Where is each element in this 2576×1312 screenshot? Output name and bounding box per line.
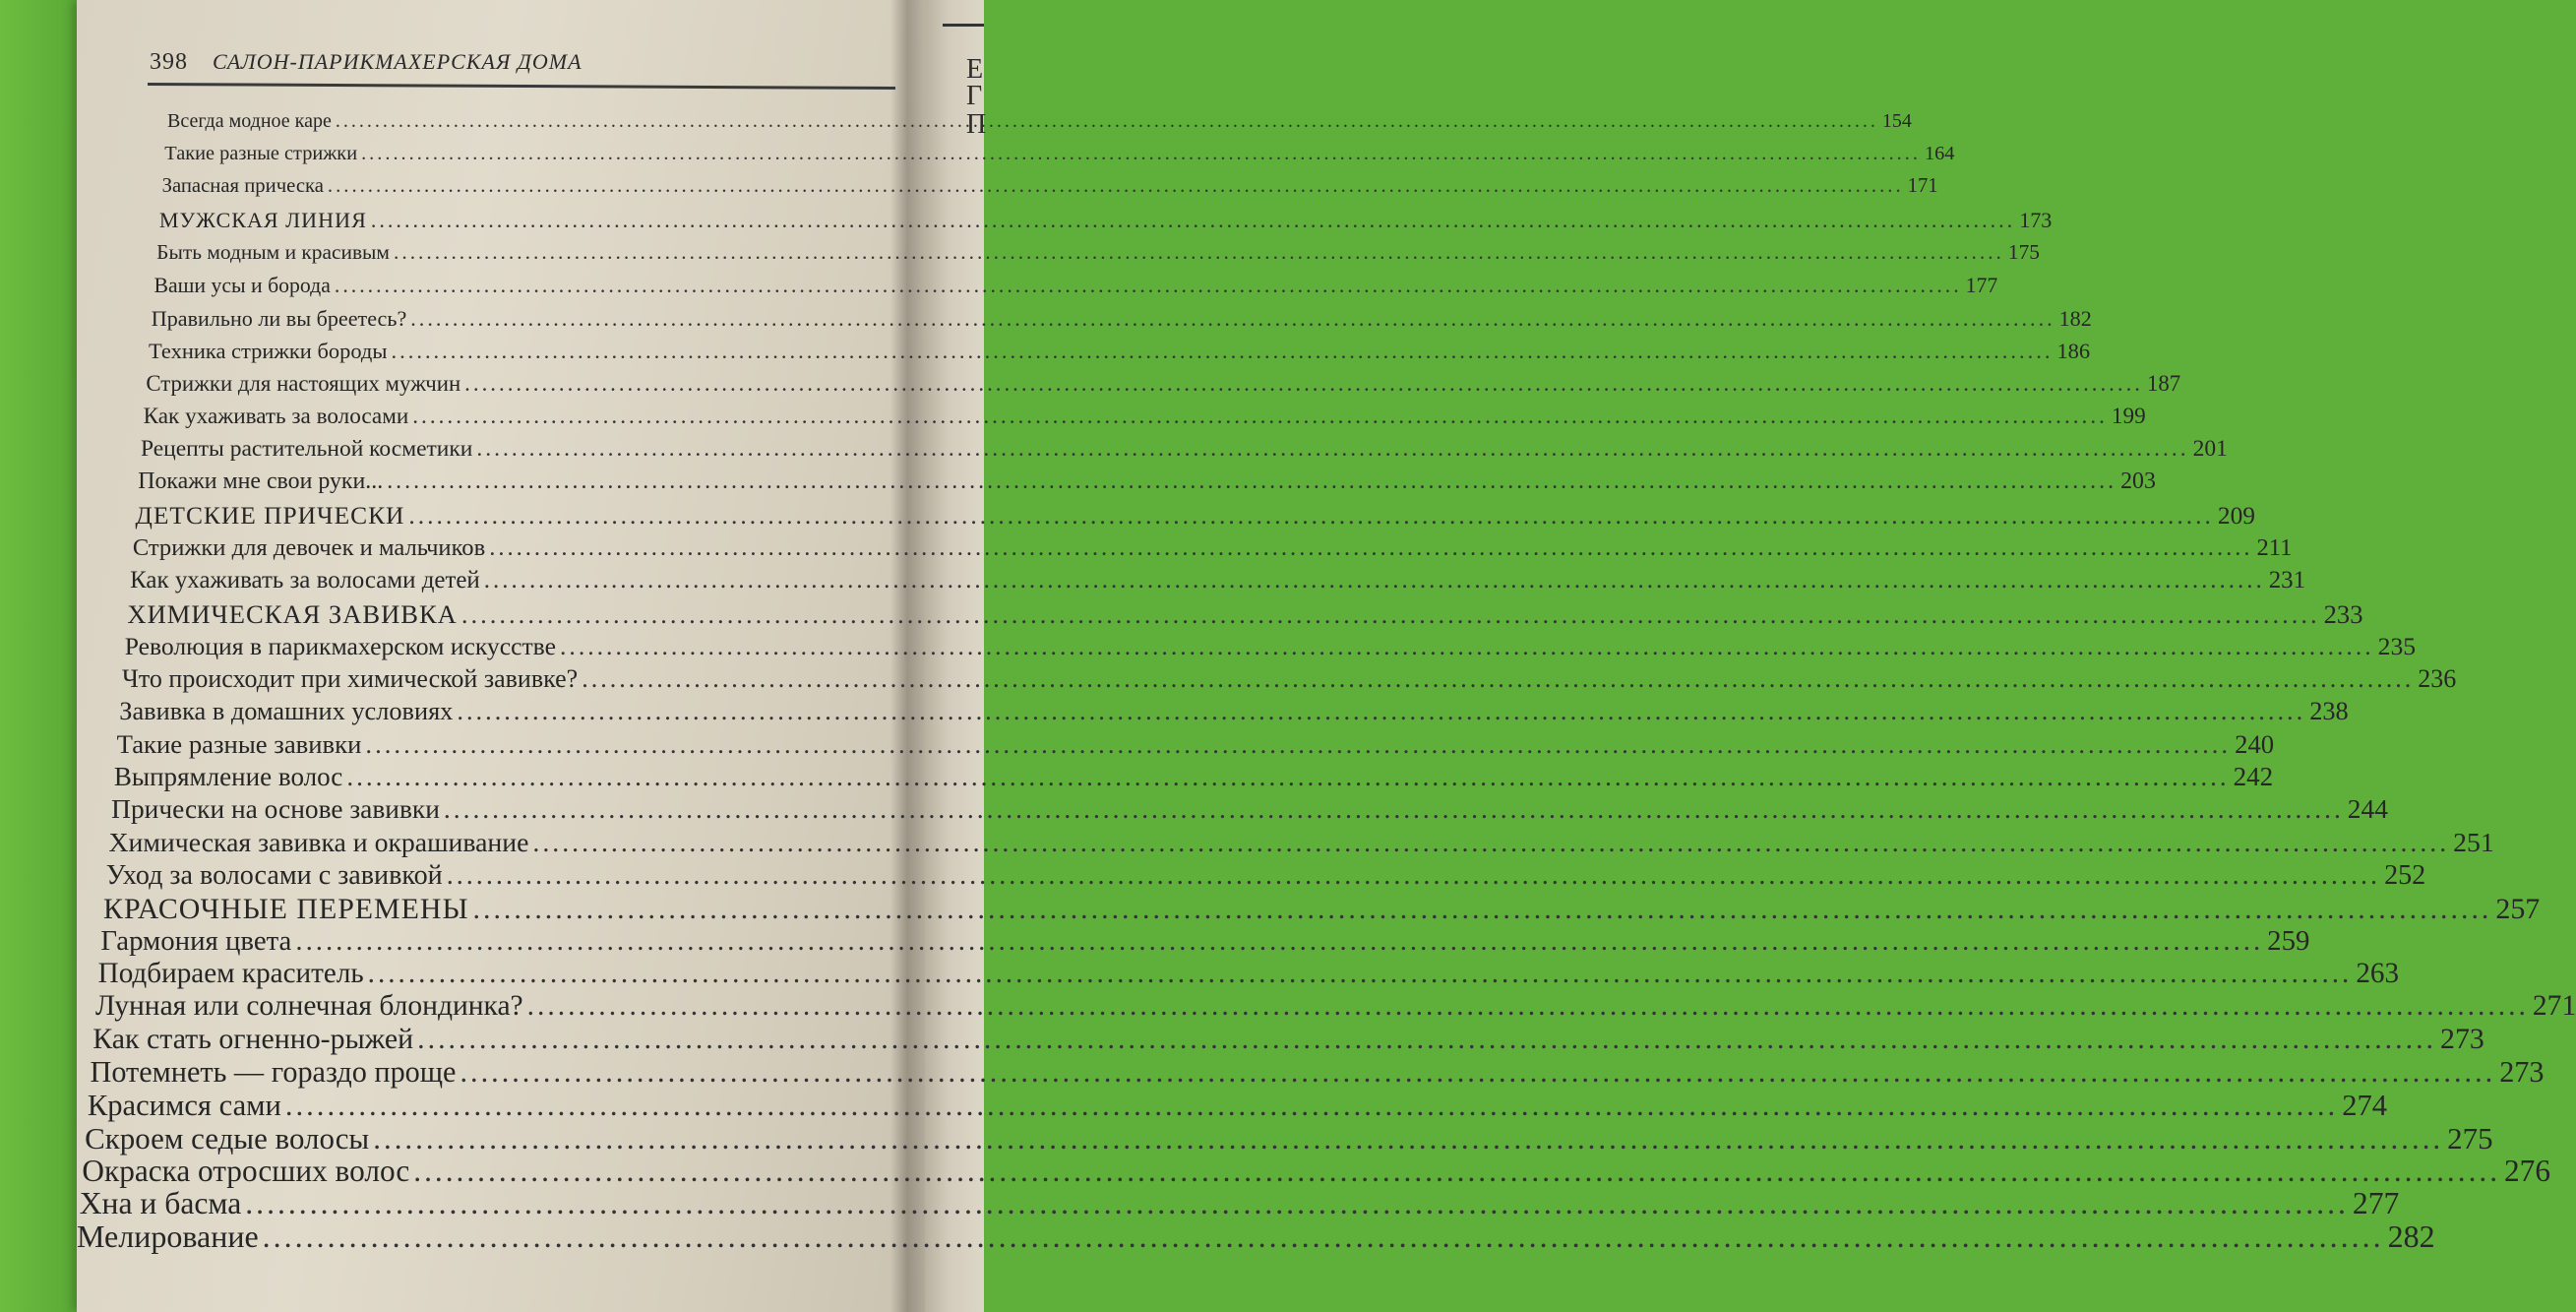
dot-leader [473,893,2492,926]
dot-leader [391,339,2053,364]
toc-entry-page: 171 [1907,175,1938,198]
toc-entry-title: Подбираем краситель [97,958,364,990]
dot-leader [328,175,1904,198]
toc-entry-page: 242 [2233,762,2274,792]
toc-row [92,1023,2484,1056]
page-number: 398 [150,49,188,75]
toc-entry-title: Красимся сами [87,1088,281,1122]
toc-entry-title: Стрижки для девочек и мальчиков [132,533,486,561]
toc-row [79,1185,2400,1221]
toc-entry-title: Революция в парикмахерском искусстве [124,631,557,660]
toc-entry-title: Выпрямление волос [113,762,343,792]
running-title: САЛОН-ПАРИКМАХЕРСКАЯ ДОМА [213,49,583,74]
toc-entry-title: Покажи мне свои руки... [138,469,384,495]
toc-entry-title: Ваши усы и борода [153,273,331,297]
toc-entry-title: Химическая завивка и окрашивание [108,827,529,858]
toc-entry-page: 276 [2504,1153,2550,1188]
dot-leader [365,729,2231,760]
dot-leader [489,534,2252,562]
dot-leader [346,762,2229,792]
toc-entry-title: Как ухаживать за волосами детей [130,566,480,594]
dot-leader [408,501,2213,531]
toc-entry-title: Рецепты растительной косметики [140,436,473,463]
toc-entry-page: 175 [2007,240,2040,265]
dot-leader [371,208,2015,233]
toc-entry-title: Стрижки для настоящих мужчин [146,370,461,396]
toc-entry-page: 274 [2342,1088,2388,1122]
toc-entry-page: 199 [2111,404,2146,430]
toc-entry-page: 273 [2499,1055,2545,1090]
dot-leader [412,404,2108,430]
toc-entry-page: 203 [2120,469,2156,495]
dot-leader [461,599,2320,630]
toc-row [132,533,2293,562]
dot-leader [460,1055,2495,1090]
running-header [150,49,897,76]
toc-entry-title: КРАСОЧНЫЕ ПЕРЕМЕНЫ [103,892,469,925]
toc-entry-page: 252 [2384,859,2426,891]
dot-leader [245,1186,2349,1221]
toc-entry-page: 182 [2058,305,2092,331]
toc-row [122,664,2457,694]
toc-row [138,469,2156,495]
toc-entry-page: 236 [2418,664,2457,693]
dot-leader [457,697,2305,726]
toc-entry-title: Такие разные завивки [116,729,362,760]
toc-entry-title: ДЕТСКИЕ ПРИЧЕСКИ [135,501,405,531]
toc-entry-title: МУЖСКАЯ ЛИНИЯ [158,208,367,233]
toc-entry-page: 211 [2256,533,2293,561]
toc-entry-page: 186 [2056,338,2091,363]
toc-entry-title: Завивка в домашних условиях [119,697,454,726]
toc-row [105,859,2426,892]
toc-entry-page: 282 [2387,1218,2435,1254]
toc-row [130,566,2306,594]
toc-entry-page: 275 [2447,1120,2493,1156]
facing-page-rule [943,24,984,27]
toc-row [149,338,2091,364]
toc-entry-page: 209 [2217,501,2255,531]
toc-entry-page: 240 [2235,729,2275,760]
toc-entry-title: Потемнеть — гораздо проще [90,1055,457,1090]
toc-entry-page: 259 [2267,924,2310,957]
toc-entry-title: Правильно ли вы бреетесь? [151,305,407,331]
toc-entry-page: 235 [2377,631,2417,660]
toc-entry-page: 177 [1965,273,1998,297]
toc-row [119,697,2349,726]
toc-entry-title: Прически на основе завивки [111,794,440,825]
toc-entry-page: 273 [2440,1023,2484,1056]
toc-entry-title: Быть модным и красивым [156,240,390,265]
toc-section-row [103,892,2541,926]
toc-row [164,143,1955,165]
toc-row [82,1153,2550,1189]
dot-leader [527,990,2529,1023]
toc-entry-title: Что происходит при химической завивке? [122,664,579,693]
toc-row [85,1120,2493,1156]
toc-row [87,1088,2388,1123]
toc-row [97,958,2400,990]
toc-row [100,924,2310,958]
dot-leader [361,143,1921,165]
toc-entry-page: 164 [1924,143,1955,165]
toc-entry-page: 233 [2323,598,2363,629]
dot-leader [476,436,2188,463]
toc-entry-page: 231 [2268,566,2306,594]
toc-entry-title: Всегда модное каре [167,110,332,132]
dot-leader [368,958,2353,990]
toc-entry-title: Уход за волосами с завивкой [105,859,443,891]
toc-row [111,794,2388,825]
toc-row [151,305,2092,332]
toc-row [140,436,2228,463]
toc-entry-page: 277 [2352,1185,2400,1220]
facing-page-fragment: П [966,109,987,140]
dot-leader [373,1121,2443,1156]
toc-entry-title: Такие разные стрижки [164,143,358,165]
dot-leader [387,469,2116,495]
dot-leader [447,860,2380,892]
toc-section-row [135,501,2255,531]
facing-page-fragment: Е [966,54,984,85]
toc-entry-title: Окраска отросших волос [82,1153,410,1188]
facing-page-fragment: Г [966,81,983,111]
dot-leader [335,274,1962,298]
toc-section-row [158,208,2053,233]
toc-entry-page: 263 [2356,958,2400,990]
toc-entry-title: Запасная прическа [161,175,324,198]
toc-entry-page: 187 [2146,370,2181,396]
dot-leader [532,828,2449,859]
toc-entry-page: 154 [1881,110,1912,132]
dot-leader [444,794,2344,825]
toc-row [124,631,2417,661]
toc-entry-page: 244 [2347,794,2388,825]
toc-row [143,404,2146,430]
dot-leader [413,1154,2500,1189]
toc-row [94,990,2576,1023]
dot-leader [417,1023,2436,1056]
toc-entry-page: 238 [2309,697,2349,726]
toc-entry-title: Гармония цвета [100,924,292,957]
dot-leader [464,371,2143,397]
toc-entry-page: 251 [2453,827,2494,858]
toc-row [108,827,2494,859]
toc-entry-title: Скроем седые волосы [85,1120,370,1156]
toc-entry-page: 257 [2495,892,2541,925]
toc-row [161,175,1938,198]
dot-leader [410,306,2055,332]
toc-entry-title: Хна и басма [79,1185,242,1220]
toc-entry-page: 201 [2192,436,2228,463]
toc-row [116,729,2275,760]
toc-row [153,273,1998,298]
toc-section-row [127,598,2363,630]
toc-row [146,370,2181,397]
toc-row [77,1218,2435,1255]
toc-entry-title: Мелирование [77,1218,259,1254]
toc-entry-page: 173 [2019,208,2053,233]
dot-leader [582,664,2414,694]
dot-leader [336,110,1878,133]
dot-leader [394,240,2004,265]
dot-leader [295,925,2263,958]
toc-row [156,240,2040,265]
toc-entry-title: Как ухаживать за волосами [143,404,409,430]
toc-entry-title: Техника стрижки бороды [149,338,388,363]
toc-row [167,110,1912,133]
toc-entry-title: ХИМИЧЕСКАЯ ЗАВИВКА [127,598,458,629]
toc-entry-title: Как стать огненно-рыжей [92,1023,414,1056]
dot-leader [263,1218,2384,1255]
toc-entry-title: Лунная или солнечная блондинка? [94,990,523,1023]
dot-leader [484,567,2265,594]
dot-leader [285,1089,2338,1123]
dot-leader [560,632,2374,661]
toc-entry-page: 271 [2532,990,2576,1023]
toc-row [113,762,2274,792]
toc-row [90,1055,2545,1090]
